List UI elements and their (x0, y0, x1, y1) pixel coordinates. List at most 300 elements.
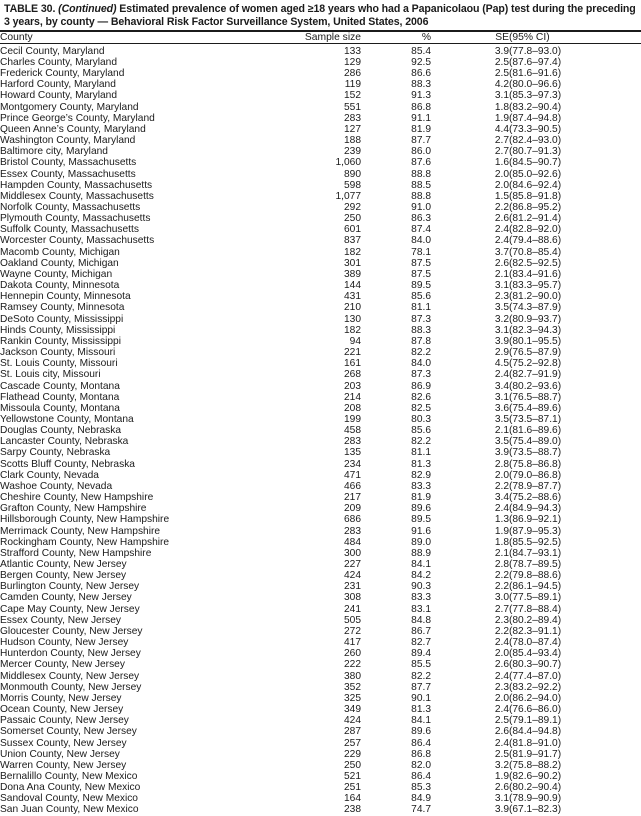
table-cell-sample-size: 521 (344, 770, 361, 782)
table-cell-se: 2.0 (494, 469, 509, 481)
table-row (0, 191, 641, 202)
table-number: TABLE 30. (4, 3, 56, 15)
table-cell-sample-size: 210 (344, 302, 361, 314)
table-cell-sample-size: 349 (344, 704, 361, 716)
table-cell-county: Dona Ana County, New Mexico (0, 782, 141, 794)
table-row (0, 302, 641, 313)
table-cell-sample-size: 890 (344, 168, 361, 180)
table-cell-sample-size: 551 (344, 101, 361, 113)
table-cell-county: Morris County, New Jersey (0, 692, 122, 704)
table-row (0, 481, 641, 492)
table-cell-ci: (82.7–91.9) (509, 369, 562, 381)
table-cell-county: Hinds County, Mississippi (0, 324, 116, 336)
table-cell-county: Queen Anne’s County, Maryland (0, 123, 146, 135)
table-cell-percent: 90.1 (411, 692, 431, 704)
table-cell-percent: 89.5 (411, 280, 431, 292)
table-row (0, 548, 641, 559)
table-row (0, 414, 641, 425)
table-cell-county: Burlington County, New Jersey (0, 581, 140, 593)
table-cell-sample-size: 182 (344, 324, 361, 336)
table-cell-county: Ramsey County, Minnesota (0, 302, 125, 314)
table-cell-percent: 87.8 (411, 335, 431, 347)
table-cell-county: Baltimore city, Maryland (0, 146, 108, 158)
table-cell-county: Yellowstone County, Montana (0, 413, 134, 425)
table-row (0, 403, 641, 414)
table-cell-county: Bristol County, Massachusetts (0, 157, 137, 169)
table-cell-percent: 85.6 (411, 291, 431, 303)
table-row (0, 247, 641, 258)
table-cell-percent: 87.7 (411, 135, 431, 147)
table-cell-county: Cheshire County, New Hampshire (0, 492, 154, 504)
table-cell-ci: (86.8–95.2) (509, 202, 562, 213)
table-cell-se: 2.1 (494, 547, 509, 559)
table-cell-sample-size: 188 (344, 135, 361, 147)
table-row (0, 671, 641, 682)
table-body (0, 44, 641, 815)
table-row (0, 213, 641, 224)
table-row (0, 369, 641, 380)
table-cell-percent: 82.0 (411, 759, 431, 771)
title-line2: 3 years, by county — Behavioral Risk Factor Surveillance System, United States, 2006 (4, 15, 429, 28)
table-cell-percent: 88.3 (411, 324, 431, 336)
table-cell-county: Monmouth County, New Jersey (0, 681, 142, 693)
table-cell-percent: 85.3 (411, 782, 431, 794)
table-cell-se: 3.5 (494, 302, 509, 314)
table-cell-se: 3.2 (494, 759, 509, 771)
table-row (0, 135, 641, 146)
table-row (0, 526, 641, 537)
table-cell-se: 1.3 (494, 514, 509, 526)
table-cell-sample-size: 133 (344, 45, 361, 57)
table-cell-ci: (81.8–91.0) (509, 737, 562, 749)
table-cell-se: 3.4 (494, 380, 509, 392)
table-cell-county: Sandoval County, New Mexico (0, 793, 138, 805)
table-cell-se: 2.2 (494, 480, 509, 492)
table-cell-ci: (78.7–89.5) (509, 559, 562, 570)
table-cell-county: Charles County, Maryland (0, 56, 118, 68)
table-cell-percent: 87.4 (411, 224, 431, 236)
table-cell-sample-size: 325 (344, 692, 361, 704)
table-cell-county: Mercer County, New Jersey (0, 659, 125, 671)
table-cell-percent: 87.3 (411, 369, 431, 381)
table-cell-se: 2.4 (494, 737, 509, 749)
table-row (0, 124, 641, 135)
table-cell-county: Washoe County, Nevada (0, 480, 113, 492)
table-cell-county: Frederick County, Maryland (0, 68, 125, 80)
table-cell-percent: 82.2 (411, 347, 431, 359)
table-cell-sample-size: 424 (344, 715, 361, 727)
table-cell-county: Atlantic County, New Jersey (0, 559, 127, 570)
table-cell-sample-size: 164 (344, 793, 361, 805)
table-cell-sample-size: 484 (344, 536, 361, 548)
title-line1-a: Estimated prevalence of women aged (116, 3, 308, 15)
table-cell-se: 3.7 (494, 246, 509, 258)
table-cell-county: Prince George’s County, Maryland (0, 112, 155, 124)
table-cell-se: 2.7 (494, 146, 509, 158)
table-row (0, 459, 641, 470)
table-cell-county: DeSoto County, Mississippi (0, 313, 124, 325)
table-cell-sample-size: 601 (344, 224, 361, 236)
table-cell-sample-size: 209 (344, 503, 361, 515)
table-cell-sample-size: 217 (344, 492, 361, 504)
table-row (0, 280, 641, 291)
table-cell-percent: 86.6 (411, 68, 431, 80)
table-cell-se: 2.7 (494, 603, 509, 615)
table-cell-ci: (75.2–92.8) (509, 358, 562, 370)
table-cell-county: San Juan County, New Mexico (0, 804, 139, 816)
table-body-wrap (0, 44, 641, 815)
table-cell-sample-size: 229 (344, 748, 361, 760)
table-cell-percent: 86.0 (411, 146, 431, 158)
table-row (0, 68, 641, 79)
table-row (0, 604, 641, 615)
table-cell-sample-size: 380 (344, 670, 361, 682)
table-cell-sample-size: 300 (344, 547, 361, 559)
table-row (0, 102, 641, 113)
table-cell-ci: (80.2–89.4) (509, 614, 562, 626)
table-cell-sample-size: 152 (344, 90, 361, 102)
table-cell-ci: (80.7–91.3) (509, 146, 562, 158)
table-cell-county: Rockingham County, New Hampshire (0, 536, 170, 548)
table-cell-sample-size: 250 (344, 759, 361, 771)
table-cell-se: 2.3 (494, 681, 509, 693)
table-row (0, 793, 641, 804)
table-cell-sample-size: 466 (344, 480, 361, 492)
table-cell-se: 1.5 (494, 190, 509, 202)
table-cell-se: 3.6 (494, 402, 509, 414)
table-cell-ci: (82.8–92.0) (509, 224, 562, 236)
table-cell-sample-size: 94 (349, 335, 361, 347)
table-row (0, 358, 641, 369)
table-cell-percent: 87.6 (411, 157, 431, 169)
table-cell-se: 3.0 (494, 592, 509, 604)
table-cell-se: 2.2 (494, 202, 509, 213)
table-cell-ci: (82.4–93.0) (509, 135, 562, 147)
table-row (0, 146, 641, 157)
table-cell-ci: (79.8–88.6) (509, 570, 562, 582)
table-cell-percent: 91.6 (411, 525, 431, 537)
table-cell-ci: (75.4–89.0) (509, 436, 562, 448)
table-cell-percent: 81.1 (411, 302, 431, 314)
table-cell-sample-size: 227 (344, 559, 361, 570)
table-cell-sample-size: 283 (344, 112, 361, 124)
prevalence-table-body (0, 44, 641, 815)
table-cell-sample-size: 268 (344, 369, 361, 381)
table-cell-percent: 88.8 (411, 168, 431, 180)
table-cell-county: Norfolk County, Massachusetts (0, 202, 141, 213)
table-cell-county: Camden County, New Jersey (0, 592, 132, 604)
table-cell-ci: (77.8–93.0) (509, 45, 562, 57)
table-cell-percent: 84.9 (411, 793, 431, 805)
column-header-sample-size: Sample size (304, 31, 361, 43)
table-cell-se: 3.1 (494, 391, 509, 403)
table-cell-percent: 88.5 (411, 179, 431, 191)
table-cell-sample-size: 234 (344, 458, 361, 470)
table-cell-se: 1.8 (494, 101, 509, 113)
table-cell-ci: (83.2–92.2) (509, 681, 562, 693)
table-cell-percent: 83.3 (411, 592, 431, 604)
table-cell-se: 2.4 (494, 670, 509, 682)
table-cell-sample-size: 686 (344, 514, 361, 526)
table-cell-percent: 84.0 (411, 235, 431, 247)
table-row (0, 782, 641, 793)
table-cell-percent: 89.6 (411, 503, 431, 515)
table-cell-se: 2.0 (494, 692, 509, 704)
table-cell-county: Hennepin County, Minnesota (0, 291, 131, 303)
table-row (0, 235, 641, 246)
table-row (0, 771, 641, 782)
table-cell-se: 2.0 (494, 168, 509, 180)
table-cell-se: 3.5 (494, 436, 509, 448)
table-cell-se: 2.1 (494, 268, 509, 280)
table-cell-se: 3.1 (494, 90, 509, 102)
table-cell-sample-size: 458 (344, 425, 361, 437)
table-cell-se: 3.1 (494, 324, 509, 336)
table-cell-sample-size: 272 (344, 625, 361, 637)
table-cell-county: Sussex County, New Jersey (0, 737, 127, 749)
table-cell-county: Lancaster County, Nebraska (0, 436, 129, 448)
table-cell-ci: (80.2–90.4) (509, 782, 562, 794)
table-cell-se: 2.8 (494, 559, 509, 570)
table-cell-percent: 83.3 (411, 480, 431, 492)
table-cell-se: 2.4 (494, 224, 509, 236)
table-cell-ci: (77.8–88.4) (509, 603, 562, 615)
table-cell-percent: 85.6 (411, 425, 431, 437)
table-cell-county: Scotts Bluff County, Nebraska (0, 458, 135, 470)
table-row (0, 682, 641, 693)
table-cell-ci: (84.6–92.4) (509, 179, 562, 191)
table-cell-ci: (87.6–97.4) (509, 56, 562, 68)
table-row (0, 381, 641, 392)
table-row (0, 347, 641, 358)
table-row (0, 749, 641, 760)
table-row (0, 325, 641, 336)
column-header-ci: (95% CI) (509, 31, 550, 43)
table-cell-sample-size: 203 (344, 380, 361, 392)
table-row (0, 447, 641, 458)
table-cell-se: 2.7 (494, 135, 509, 147)
table-cell-county: Harford County, Maryland (0, 79, 116, 91)
table-cell-sample-size: 292 (344, 202, 361, 213)
table-cell-ci: (84.5–90.7) (509, 157, 562, 169)
table-cell-se: 3.1 (494, 280, 509, 292)
table-cell-county: Cape May County, New Jersey (0, 603, 140, 615)
table-cell-se: 2.4 (494, 503, 509, 515)
table-row (0, 659, 641, 670)
table-cell-county: Wayne County, Michigan (0, 268, 113, 280)
table-cell-se: 2.3 (494, 614, 509, 626)
table-cell-sample-size: 283 (344, 436, 361, 448)
table-cell-percent: 91.3 (411, 90, 431, 102)
table-cell-percent: 92.5 (411, 56, 431, 68)
table-cell-sample-size: 127 (344, 123, 361, 135)
table-cell-ci: (79.1–89.1) (509, 715, 562, 727)
table-cell-percent: 87.3 (411, 313, 431, 325)
table-row (0, 157, 641, 168)
table-row (0, 425, 641, 436)
table-cell-percent: 74.7 (411, 804, 431, 816)
table-cell-se: 1.6 (494, 157, 509, 169)
table-cell-percent: 84.8 (411, 614, 431, 626)
table-cell-percent: 88.9 (411, 547, 431, 559)
table-cell-county: Hillsborough County, New Hampshire (0, 514, 170, 526)
table-cell-se: 3.5 (494, 413, 509, 425)
table-cell-se: 1.8 (494, 536, 509, 548)
table-cell-se: 3.9 (494, 804, 509, 816)
table-row (0, 113, 641, 124)
table-cell-ci: (84.9–94.3) (509, 503, 562, 515)
table-row (0, 269, 641, 280)
table-cell-se: 2.0 (494, 179, 509, 191)
table-cell-percent: 86.8 (411, 101, 431, 113)
table-cell-ci: (82.3–94.3) (509, 324, 562, 336)
table-cell-percent: 81.9 (411, 492, 431, 504)
table-cell-sample-size: 1,077 (335, 190, 361, 202)
table-cell-county: Strafford County, New Hampshire (0, 547, 152, 559)
table-cell-sample-size: 251 (344, 782, 361, 794)
table-cell-se: 3.9 (494, 335, 509, 347)
table-cell-county: Suffolk County, Massachusetts (0, 224, 139, 236)
table-cell-county: Washington County, Maryland (0, 135, 136, 147)
table-cell-ci: (86.1–94.5) (509, 581, 562, 593)
table-row (0, 202, 641, 213)
table-cell-ci: (77.4–87.0) (509, 670, 562, 682)
table-row (0, 537, 641, 548)
table-cell-ci: (75.8–88.2) (509, 759, 562, 771)
header-row (0, 32, 641, 43)
table-cell-sample-size: 208 (344, 402, 361, 414)
table-cell-se: 2.8 (494, 458, 509, 470)
table-cell-percent: 90.3 (411, 581, 431, 593)
table-cell-sample-size: 389 (344, 268, 361, 280)
table-cell-sample-size: 424 (344, 570, 361, 582)
table-cell-sample-size: 129 (344, 56, 361, 68)
table-cell-ci: (83.2–90.4) (509, 101, 562, 113)
table-cell-county: Warren County, New Jersey (0, 759, 127, 771)
table-cell-percent: 91.1 (411, 112, 431, 124)
table-cell-ci: (76.5–88.7) (509, 391, 562, 403)
table-cell-sample-size: 505 (344, 614, 361, 626)
table-row (0, 180, 641, 191)
table-row (0, 492, 641, 503)
table-cell-percent: 89.6 (411, 726, 431, 738)
table-cell-percent: 86.8 (411, 748, 431, 760)
table-cell-county: Montgomery County, Maryland (0, 101, 139, 113)
column-header-se: SE (495, 31, 509, 43)
table-cell-percent: 85.4 (411, 45, 431, 57)
table-cell-percent: 81.3 (411, 458, 431, 470)
table-row (0, 648, 641, 659)
table-cell-sample-size: 214 (344, 391, 361, 403)
table-cell-sample-size: 287 (344, 726, 361, 738)
table-cell-sample-size: 199 (344, 413, 361, 425)
table-row (0, 715, 641, 726)
table-cell-se: 3.4 (494, 492, 509, 504)
table-cell-percent: 86.9 (411, 380, 431, 392)
table-cell-sample-size: 286 (344, 68, 361, 80)
table-cell-percent: 82.5 (411, 402, 431, 414)
table-cell-county: Rankin County, Mississippi (0, 335, 121, 347)
table-cell-percent: 87.7 (411, 681, 431, 693)
table-cell-ci: (82.3–91.1) (509, 625, 562, 637)
table-cell-county: Somerset County, New Jersey (0, 726, 137, 738)
table-cell-ci: (73.3–90.5) (509, 123, 562, 135)
table-row (0, 592, 641, 603)
table-cell-sample-size: 135 (344, 447, 361, 459)
table-cell-se: 2.4 (494, 637, 509, 649)
table-cell-ci: (75.2–88.6) (509, 492, 562, 504)
table-cell-se: 2.5 (494, 715, 509, 727)
table-cell-county: Plymouth County, Massachusetts (0, 213, 151, 225)
table-cell-se: 2.4 (494, 369, 509, 381)
table-cell-county: Dakota County, Minnesota (0, 280, 120, 292)
table-cell-sample-size: 471 (344, 469, 361, 481)
table-cell-sample-size: 241 (344, 603, 361, 615)
table-cell-percent: 89.5 (411, 514, 431, 526)
table-cell-ci: (87.4–94.8) (509, 112, 562, 124)
table-cell-sample-size: 283 (344, 525, 361, 537)
table-cell-ci: (78.0–87.4) (509, 637, 562, 649)
table-cell-ci: (83.4–91.6) (509, 268, 562, 280)
table-row (0, 224, 641, 235)
table-cell-sample-size: 417 (344, 637, 361, 649)
table-cell-ci: (81.9–91.7) (509, 748, 562, 760)
table-cell-sample-size: 144 (344, 280, 361, 292)
table-cell-se: 2.6 (494, 257, 509, 269)
table-cell-county: Hampden County, Massachusetts (0, 179, 153, 191)
table-cell-se: 4.2 (494, 79, 509, 91)
table-cell-sample-size: 130 (344, 313, 361, 325)
table-cell-ci: (86.2–94.0) (509, 692, 562, 704)
table-cell-sample-size: 250 (344, 213, 361, 225)
table-cell-se: 2.0 (494, 648, 509, 660)
table-cell-percent: 91.0 (411, 202, 431, 213)
table-row (0, 514, 641, 525)
table-row (0, 615, 641, 626)
table-cell-ci: (84.4–94.8) (509, 726, 562, 738)
table-cell-se: 1.9 (494, 112, 509, 124)
table-cell-percent: 84.0 (411, 358, 431, 370)
table-cell-ci: (76.6–86.0) (509, 704, 562, 716)
table-row (0, 559, 641, 570)
table-cell-sample-size: 257 (344, 737, 361, 749)
table-cell-county: Hunterdon County, New Jersey (0, 648, 141, 660)
table-cell-ci: (81.6–91.6) (509, 68, 562, 80)
table-cell-county: Essex County, New Jersey (0, 614, 121, 626)
table-cell-ci: (85.0–92.6) (509, 168, 562, 180)
table-cell-county: Missoula County, Montana (0, 402, 120, 414)
table-cell-percent: 86.4 (411, 737, 431, 749)
table-cell-county: Middlesex County, Massachusetts (0, 190, 154, 202)
table-cell-percent: 82.2 (411, 436, 431, 448)
title-line1-b: years who had a Papanicolaou (Pap) test during the preceding (325, 3, 636, 15)
table-cell-county: Macomb County, Michigan (0, 246, 120, 258)
table-cell-county: Bergen County, New Jersey (0, 570, 127, 582)
table-cell-county: Bernalillo County, New Mexico (0, 770, 138, 782)
table-cell-ci: (70.8–85.4) (509, 246, 562, 258)
table-cell-ci: (67.1–82.3) (509, 804, 562, 816)
table-cell-county: Cascade County, Montana (0, 380, 120, 392)
table-cell-percent: 88.8 (411, 190, 431, 202)
table-cell-county: Cecil County, Maryland (0, 45, 105, 57)
table-cell-se: 3.2 (494, 313, 509, 325)
table-cell-percent: 86.7 (411, 625, 431, 637)
table-cell-sample-size: 221 (344, 347, 361, 359)
table-cell-percent: 89.4 (411, 648, 431, 660)
table-cell-sample-size: 837 (344, 235, 361, 247)
table-cell-sample-size: 598 (344, 179, 361, 191)
table-cell-se: 3.9 (494, 45, 509, 57)
